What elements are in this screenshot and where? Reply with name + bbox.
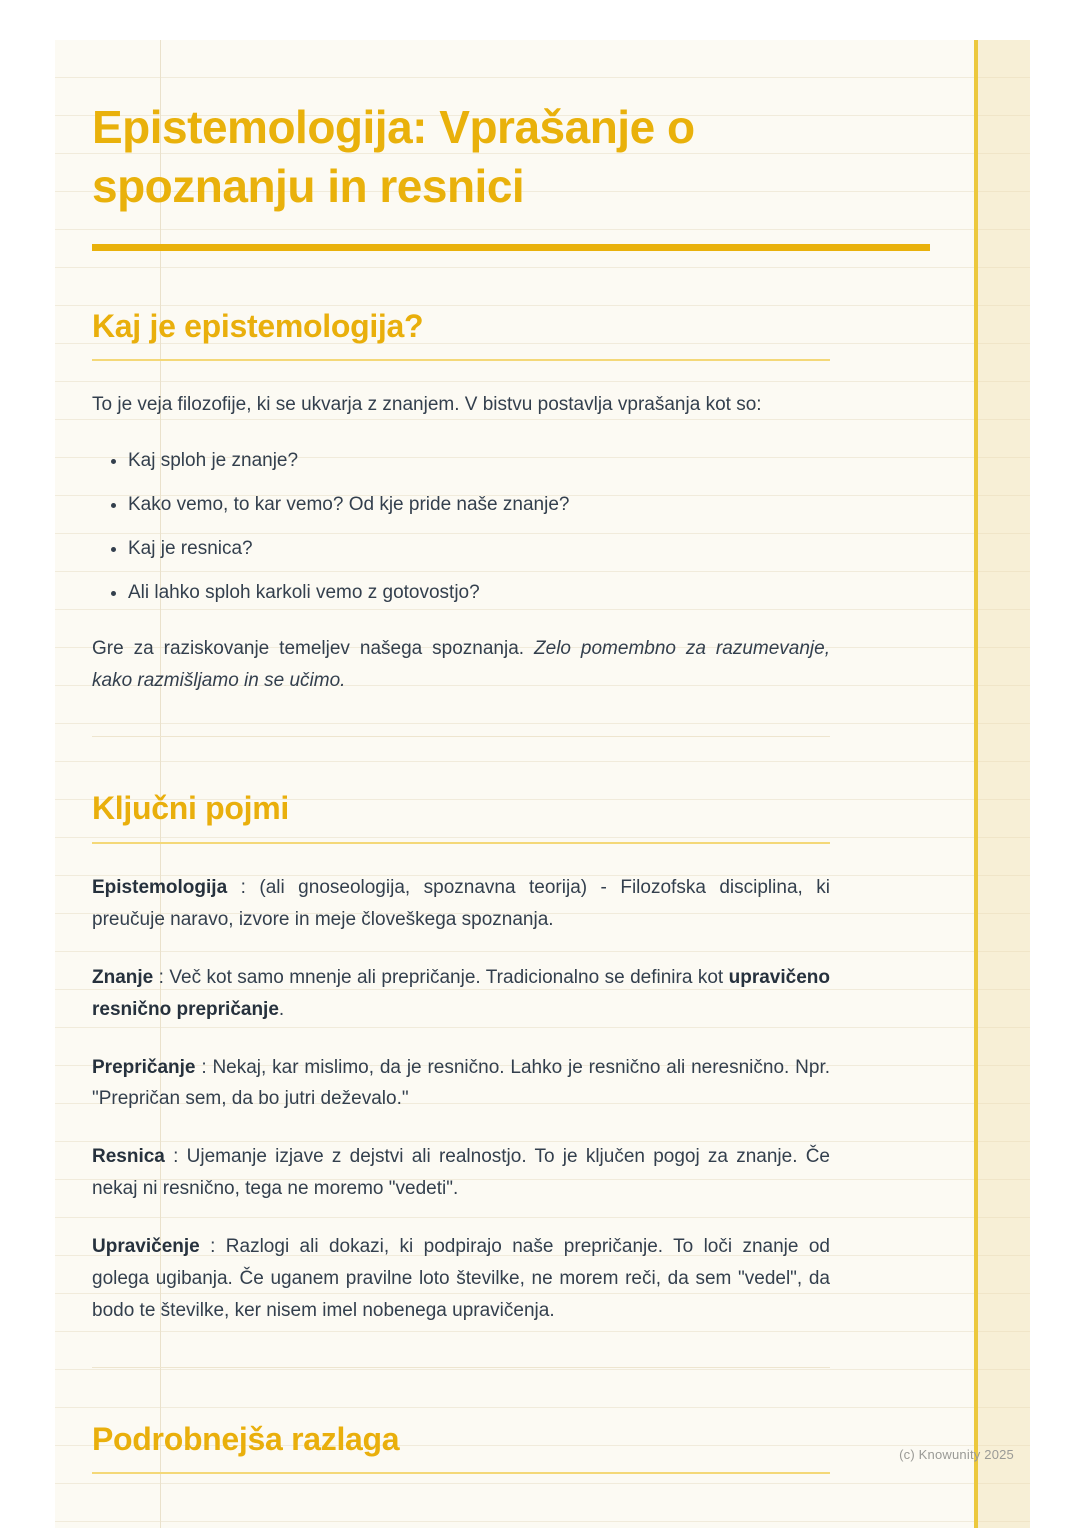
list-item: • Kako vemo, to kar vemo? Od kje pride naše znanje? [128,489,830,521]
definition-bold-text: upravičeno resnično prepričanje [92,966,830,1020]
outro-paragraph [92,633,830,697]
definition-separator: : [199,1236,226,1258]
definition-upravicenje [92,1231,830,1327]
section-heading-kaj-je-epistemologija: Kaj je epistemologija? [92,307,424,344]
definition-term: Epistemologija [92,876,228,898]
definition-term: Resnica [92,1146,165,1168]
outro-italic-text: Zelo pomembno za razumevanje, kako razmišljamo in se učimo. [92,637,830,691]
section-divider [92,736,830,737]
definition-separator: : [195,1056,213,1078]
definition-term: Upravičenje [92,1236,200,1258]
definition-text: Več kot samo mnenje ali prepričanje. Tradicionalno se definira kot [169,966,729,988]
definition-text: Ujemanje izjave z dejstvi ali realnostjo. To je ključen pogoj za znanje. Če nekaj ni resnično, tega ne moremo "vedeti". [92,1146,830,1200]
definition-prepricanje [92,1052,830,1116]
intro-paragraph: To je veja filozofije, ki se ukvarja z znanjem. V bistvu postavlja vprašanja kot so: [92,394,762,416]
section-heading-rule [92,359,830,361]
title-underline-rule [92,244,930,251]
question-list [92,445,830,609]
definition-resnica [92,1141,830,1205]
right-margin-band [978,40,1030,1528]
section-divider [92,1367,830,1368]
document-content [92,98,830,1502]
copyright-watermark: (c) Knowunity 2025 [899,1447,1014,1462]
definition-separator: : [227,876,260,898]
section-heading-rule [92,842,830,844]
list-item: • Kaj je resnica? [128,533,830,565]
outro-text: Gre za raziskovanje temeljev našega spoznanja. [92,637,535,659]
list-item: • Ali lahko sploh karkoli vemo z gotovostjo? [128,577,830,609]
page-title: Epistemologija: Vprašanje o spoznanju in resnici [92,101,695,212]
definition-text: (ali gnoseologija, spoznavna teorija) - Filozofska disciplina, ki preučuje naravo, izvore in meje človeškega spoznanja. [92,876,830,930]
definition-text: Nekaj, kar mislimo, da je resnično. Lahko je resnično ali neresnično. Npr. "Prepričan sem, da bo jutri deževalo." [92,1056,830,1110]
list-item: • Kaj sploh je znanje? [128,445,830,477]
definition-term: Znanje [92,966,154,988]
right-margin-gold-line [974,40,978,1528]
definition-term: Prepričanje [92,1056,196,1078]
definition-text-after: . [278,998,285,1020]
definition-separator: : [153,966,170,988]
section-heading-podrobnejsa-razlaga: Podrobnejša razlaga [92,1420,400,1457]
definition-znanje [92,962,830,1026]
definition-separator: : [164,1146,187,1168]
section-heading-kljucni-pojmi: Ključni pojmi [92,790,289,827]
definition-epistemologija [92,872,830,936]
section-heading-rule [92,1472,830,1474]
definition-text: Razlogi ali dokazi, ki podpirajo naše prepričanje. To loči znanje od golega ugibanja. Če uganem pravilne loto številke, ne morem reči, da sem "vedel", da bodo te številke, ker nisem imel nobenega upravičenja. [92,1236,830,1321]
